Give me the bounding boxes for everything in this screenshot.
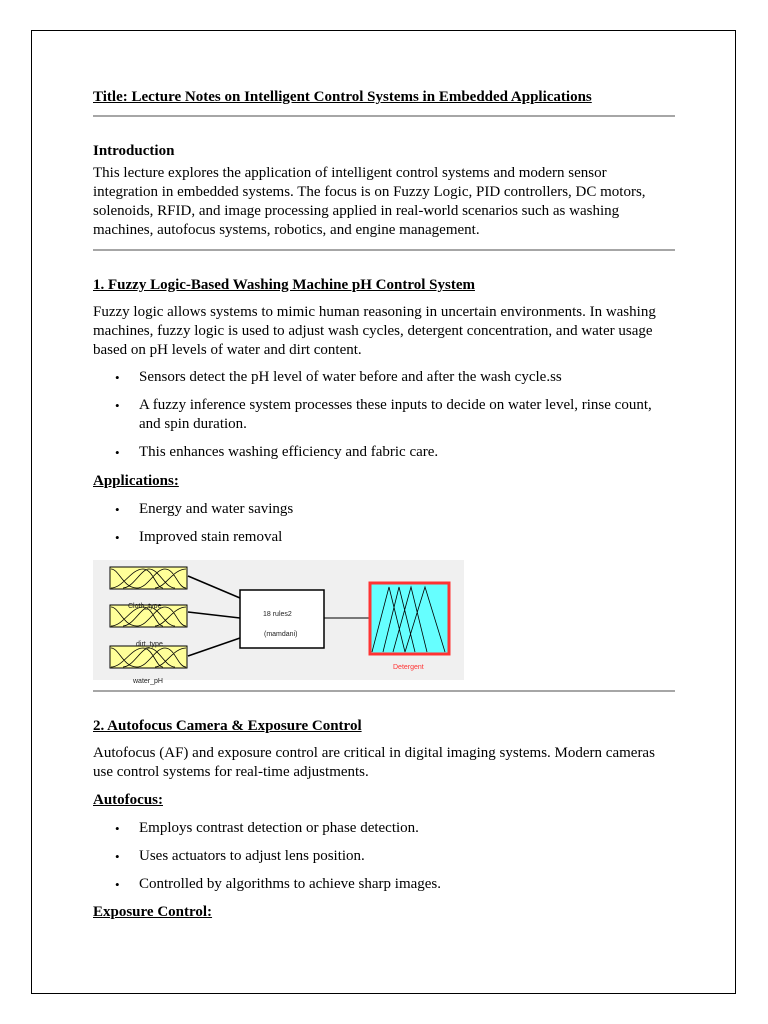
list-item: • This enhances washing efficiency and fabric care. <box>93 443 675 462</box>
section1-heading: 1. Fuzzy Logic-Based Washing Machine pH Control System <box>93 277 475 293</box>
connector-line <box>188 612 240 618</box>
section2-heading: 2. Autofocus Camera & Exposure Control <box>93 718 362 734</box>
applications-list <box>93 500 675 547</box>
output-label: Detergent <box>393 664 424 671</box>
connector-line <box>188 638 240 656</box>
applications-heading: Applications: <box>93 473 179 489</box>
rules-label: 18 rules2 <box>263 611 292 618</box>
divider <box>93 115 675 117</box>
intro-text: This lecture explores the application of intelligent control systems and modern sensor integration in embedded systems. The focus is on Fuzzy Logic, PID controllers, DC motors, solenoids, RFID, and image processing applied in real-world scenarios such as washing machines, autofocus systems, robotics, and engine management. <box>93 165 646 238</box>
section2-text: Autofocus (AF) and exposure control are critical in digital imaging systems. Modern cameras use control systems for real-time adjustments. <box>93 745 655 780</box>
list-item: • Controlled by algorithms to achieve sharp images. <box>93 875 675 894</box>
input-label: dirt_type <box>136 641 163 648</box>
list-item: • Energy and water savings <box>93 500 675 519</box>
intro-heading: Introduction <box>93 143 175 159</box>
section1-text: Fuzzy logic allows systems to mimic human reasoning in uncertain environments. In washing machines, fuzzy logic is used to adjust wash cycles, detergent concentration, and water usage based on pH levels of water and dirt content. <box>93 304 656 358</box>
document-body <box>93 86 675 922</box>
list-item: • Uses actuators to adjust lens position. <box>93 847 675 866</box>
autofocus-list <box>93 819 675 894</box>
divider <box>93 690 675 692</box>
list-item: • Employs contrast detection or phase detection. <box>93 819 675 838</box>
autofocus-heading: Autofocus: <box>93 792 163 808</box>
list-item: • Sensors detect the pH level of water before and after the wash cycle.ss <box>93 368 675 387</box>
fuzzy-system-diagram <box>93 560 464 685</box>
exposure-heading: Exposure Control: <box>93 904 213 920</box>
divider <box>93 249 675 251</box>
input-membership-box <box>110 567 187 589</box>
connector-line <box>188 576 240 598</box>
list-item: • A fuzzy inference system processes these inputs to decide on water level, rinse count, and spin duration. <box>93 396 675 434</box>
rules-type-label: (mamdani) <box>264 631 298 638</box>
section1-bullets <box>93 368 675 462</box>
input-label: Cloth_type <box>128 603 162 610</box>
input-label: water_pH <box>133 678 163 685</box>
document-title: Title: Lecture Notes on Intelligent Control Systems in Embedded Applications <box>93 89 592 105</box>
list-item: • Improved stain removal <box>93 528 675 547</box>
